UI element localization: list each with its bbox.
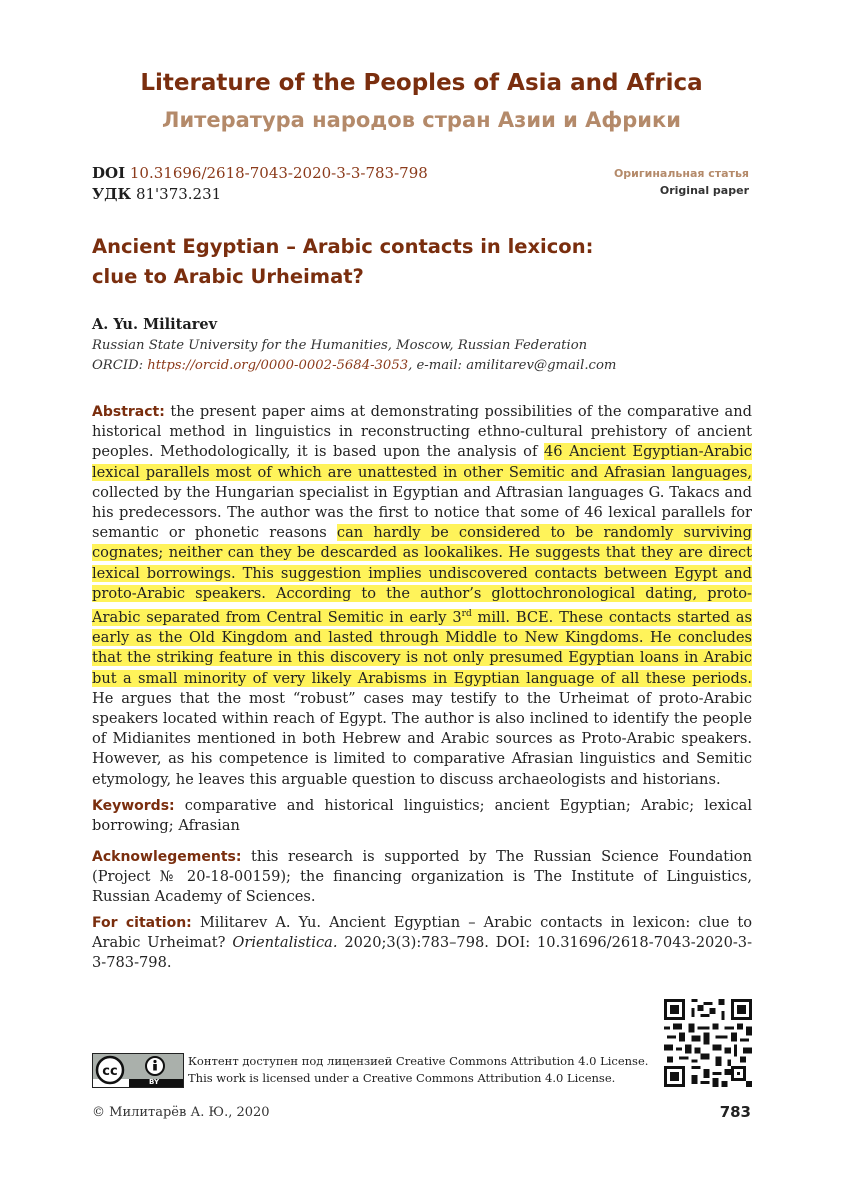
doi-label: DOI xyxy=(92,164,126,182)
article-metadata xyxy=(92,163,428,205)
paper-type xyxy=(614,165,749,199)
abstract-highlight-3-text: mill. BCE. These contacts started as early as the Old Kingdom and lasted through Middle to New Kingdoms. He concludes that the striking feature in this discovery is not only presumed Egyptian loans in Arabic but a small minority of very likely Arabisms in Egyptian language of all these periods. xyxy=(92,608,752,687)
cc-by-license-badge[interactable] xyxy=(92,1053,184,1088)
orcid-label: ORCID: xyxy=(92,358,148,373)
udk-value: 81'373.231 xyxy=(135,185,222,203)
abstract-paragraph xyxy=(92,402,752,790)
citation-label: For citation: xyxy=(92,915,192,931)
udk-label: УДК xyxy=(92,185,132,203)
abstract-text-2: collected by the Hungarian specialist in Egyptian and Aftrasian languages G. Takacs and his predecessors. The author was the first to notice that some of 46 lexical parallels for semantic or phonetic reasons xyxy=(92,483,752,542)
paper-type-ru: Оригинальная статья xyxy=(613,167,749,180)
article-title xyxy=(92,232,652,292)
orcid-link[interactable]: https://orcid.org/0000-0002-5684-3053 xyxy=(147,358,409,373)
author-email: , e-mail: amilitarev@gmail.com xyxy=(408,358,617,373)
cc-by-logo-icon xyxy=(93,1054,183,1087)
cc-by-text: BY xyxy=(149,1078,160,1086)
author-affiliation-block xyxy=(92,336,616,376)
license-text xyxy=(188,1053,648,1087)
keywords-paragraph xyxy=(92,796,752,836)
citation-text-2: 2020;3(3):783–798. DOI: 10.31696/2618-7043-2020-3-3-783-798. xyxy=(92,934,752,972)
abstract-text-3: He argues that the most “robust” cases may testify to the Urheimat of proto-Arabic speakers located within reach of Egypt. The author is also inclined to identify the people of Midianites mentioned in both Hebrew and Arabic sources as Proto-Arabic speakers. However, as his competence is limited to comparative Afrasian linguistics and Semitic etymology, he leaves this arguable question to discuss archaeologists and historians. xyxy=(92,689,752,788)
citation-text-1: Militarev A. Yu. Ancient Egyptian – Arabic contacts in lexicon: clue to Arabic Urheimat? xyxy=(92,914,752,952)
copyright: © Милитарёв А. Ю., 2020 xyxy=(92,1105,270,1120)
keywords-label: Keywords: xyxy=(92,798,175,814)
acknowledgements-text: this research is supported by The Russian Science Foundation (Project № 20-18-00159); the financing organization is The Institute of Linguistics, Russian Academy of Sciences. xyxy=(92,848,752,906)
license-text-ru: Контент доступен под лицензией Creative Commons Attribution 4.0 License. xyxy=(188,1054,649,1068)
abstract-label: Abstract: xyxy=(92,404,165,420)
udk-line xyxy=(92,184,428,205)
affiliation: Russian State University for the Humanities, Moscow, Russian Federation xyxy=(92,338,588,353)
abstract-highlight-1: 46 Ancient Egyptian-Arabic lexical parallels most of which are unattested in other Semitic and Afrasian languages, xyxy=(92,443,752,481)
page-number: 783 xyxy=(719,1103,751,1121)
keywords-text: comparative and historical linguistics; ancient Egyptian; Arabic; lexical borrowing; Afrasian xyxy=(92,797,752,835)
ordinal-superscript: rd xyxy=(461,609,472,620)
journal-title-ru: Литература народов стран Азии и Африки xyxy=(162,108,681,132)
doi-link[interactable]: 10.31696/2618-7043-2020-3-3-783-798 xyxy=(129,164,428,182)
abstract-highlight-2-text: can hardly be considered to be randomly surviving cognates; neither can they be descarded as lookalikes. He suggests that they are direct lexical borrowings. This suggestion implies undiscovered contacts between Egypt and proto-Arabic speakers. According to the author’s glottochronological dating, proto-Arabic separated from Central Semitic in early 3 xyxy=(92,524,752,626)
acknowledgements-paragraph xyxy=(92,847,752,908)
article-title-line-1: Ancient Egyptian – Arabic contacts in lexicon: xyxy=(92,235,594,258)
abstract-text-1: the present paper aims at demonstrating possibilities of the comparative and historical method in linguistics in reconstructing ethno-cultural prehistory of ancient peoples. Methodologically, it is based upon the analysis of xyxy=(92,403,752,461)
citation-journal: Orientalistica. xyxy=(232,934,338,952)
acknowledgements-label: Acknowlegements: xyxy=(92,849,242,865)
article-title-line-2: clue to Arabic Urheimat? xyxy=(92,265,364,288)
author-name: A. Yu. Militarev xyxy=(92,316,218,333)
doi-line xyxy=(92,163,428,184)
abstract-highlight-2 xyxy=(92,524,752,686)
orcid-line xyxy=(92,356,616,376)
license-text-en: This work is licensed under a Creative Commons Attribution 4.0 License. xyxy=(188,1071,616,1085)
svg-text:cc: cc xyxy=(102,1064,118,1079)
qr-code xyxy=(664,999,752,1087)
paper-type-en: Original paper xyxy=(659,184,749,197)
journal-title-en: Literature of the Peoples of Asia and Africa xyxy=(140,70,703,96)
citation-paragraph xyxy=(92,913,752,974)
